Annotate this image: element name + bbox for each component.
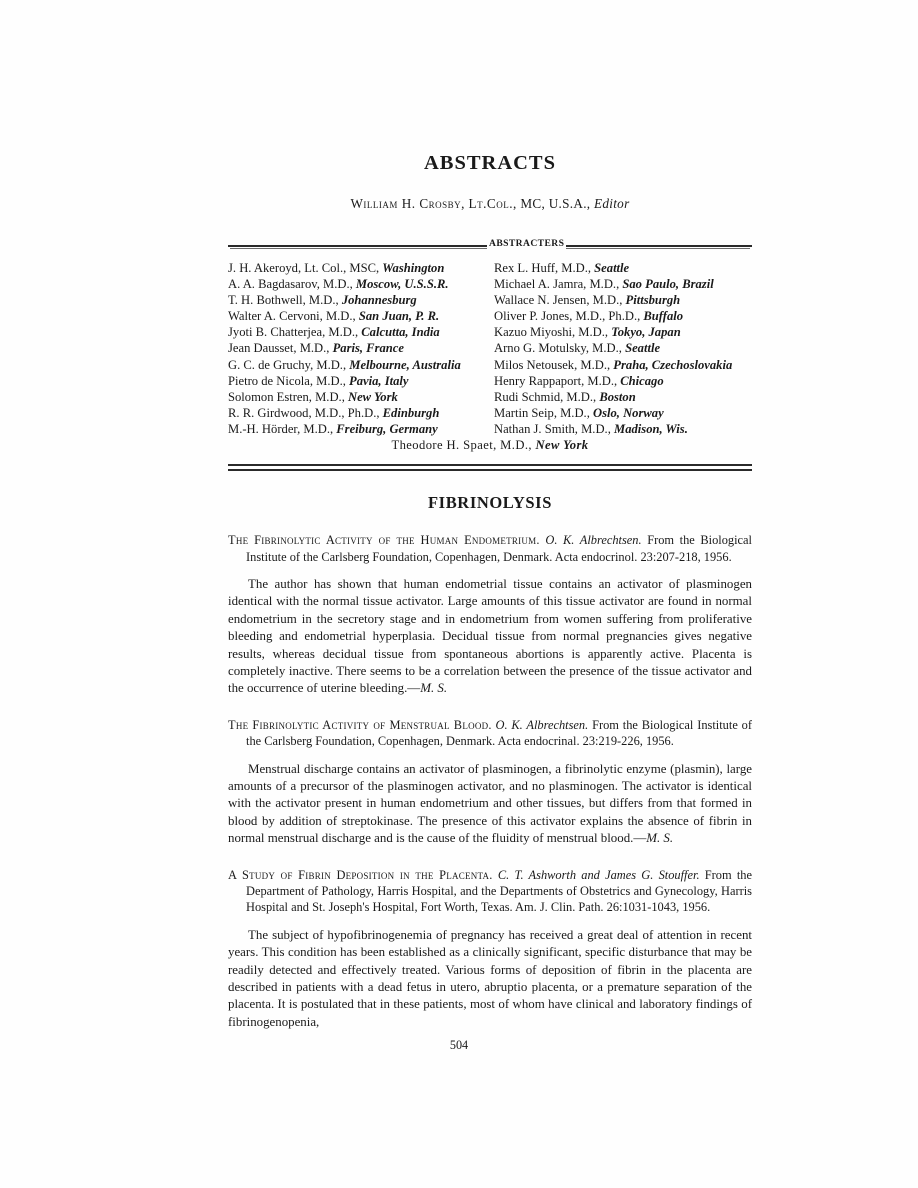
abstracter-place: Tokyo, Japan bbox=[611, 325, 681, 340]
editor-name: William H. Crosby, bbox=[350, 196, 465, 211]
abstracter-place: Melbourne, Australia bbox=[349, 357, 461, 372]
abstract-body bbox=[228, 761, 752, 848]
page-title: ABSTRACTS bbox=[423, 152, 557, 174]
abstract-entry bbox=[228, 867, 752, 1032]
abstracter-name: Michael A. Jamra, M.D., bbox=[494, 277, 623, 292]
abstracter-place: Chicago bbox=[620, 373, 664, 388]
abstract-source: From the Biological Institute of the Carlsberg Foundation, Copenhagen, Denmark. Acta endocrinol. 23:207-218, 1956. bbox=[246, 533, 753, 564]
abstracter-initials: M. S. bbox=[420, 681, 448, 696]
abstracter-name: Oliver P. Jones, M.D., Ph.D., bbox=[494, 309, 644, 324]
abstracter-name: R. R. Girdwood, M.D., Ph.D., bbox=[228, 405, 383, 420]
abstracter-name: M.-H. Hörder, M.D., bbox=[228, 421, 337, 436]
list-item bbox=[228, 389, 494, 405]
abstract-authors: C. T. Ashworth and James G. Stouffer. bbox=[492, 867, 700, 882]
section-divider bbox=[228, 464, 752, 472]
abstracter-place: Freiburg, Germany bbox=[336, 421, 438, 436]
abstract-entry bbox=[228, 717, 752, 848]
list-item bbox=[228, 340, 494, 356]
abstract-title: The Fibrinolytic Activity of the Human Endometrium. bbox=[228, 533, 540, 548]
abstracter-initials: M. S. bbox=[646, 831, 674, 846]
page-number: 504 bbox=[449, 1038, 469, 1052]
abstract-source: From the Biological Institute of the Carlsberg Foundation, Copenhagen, Denmark. Acta endocrinal. 23:219-226, 1956. bbox=[246, 717, 752, 749]
abstracter-name: Rudi Schmid, M.D., bbox=[494, 389, 600, 404]
editor-rank: Lt.Col., bbox=[468, 196, 517, 211]
abstracter-name: Nathan J. Smith, M.D., bbox=[494, 421, 614, 436]
editor-role: Editor bbox=[594, 196, 630, 211]
list-item bbox=[494, 292, 752, 308]
list-item bbox=[228, 421, 494, 437]
list-item bbox=[228, 405, 494, 421]
abstract-body-text: The author has shown that human endometrial tissue contains an activator of plasminogen identical with the normal tissue activator. Large amounts of this tissue activator are found in normal endometrium in the secretory stage and in endometrium from women suffering from proliferative bleeding and endometrial hyperplasia. Decidual tissue from normal pregnancies gives negative results, whereas decidual tissue from spontaneous abortions is apparently active. Placenta is completely inactive. There seems to be a correlation between the presence of the tissue activator and the occurrence of uterine bleeding.— bbox=[228, 576, 752, 696]
abstracter-place: New York bbox=[535, 438, 589, 453]
abstracter-place: Johannesburg bbox=[341, 293, 417, 308]
list-item bbox=[228, 308, 494, 324]
abstracter-place: Boston bbox=[599, 389, 636, 404]
abstract-source: From the Department of Pathology, Harris Hospital, and the Departments of Obstetrics and Gynecology, Harris Hospital and St. Joseph's Hospital, Fort Worth, Texas. Am. J. Clin. Path. 26:1031-1043, 1956. bbox=[246, 867, 753, 915]
abstracter-name: Wallace N. Jensen, M.D., bbox=[494, 293, 626, 308]
abstract-body bbox=[228, 927, 752, 1031]
abstracters-column-left bbox=[228, 260, 494, 437]
list-item bbox=[228, 373, 494, 389]
abstracter-place: Madison, Wis. bbox=[614, 421, 688, 436]
list-item bbox=[494, 260, 752, 276]
abstracter-place: Paris, France bbox=[332, 341, 404, 356]
abstracter-place: Seattle bbox=[594, 261, 630, 275]
abstracter-place: Washington bbox=[382, 261, 445, 275]
list-item bbox=[228, 357, 494, 373]
abstracter-place: Moscow, U.S.S.R. bbox=[355, 277, 449, 292]
abstracter-name: Theodore H. Spaet, M.D., bbox=[391, 438, 536, 453]
abstracter-place: Buffalo bbox=[643, 309, 684, 324]
abstract-citation bbox=[228, 717, 752, 750]
list-item bbox=[228, 292, 494, 308]
abstracters-divider bbox=[228, 237, 752, 251]
abstracter-name: Jyoti B. Chatterjea, M.D., bbox=[228, 325, 362, 340]
list-item bbox=[228, 260, 494, 276]
list-item bbox=[494, 357, 752, 373]
list-item bbox=[228, 276, 494, 292]
list-item bbox=[494, 389, 752, 405]
abstract-entry bbox=[228, 532, 752, 698]
abstracters-center-entry bbox=[228, 437, 752, 453]
list-item bbox=[228, 324, 494, 340]
abstracter-name: Jean Dausset, M.D., bbox=[228, 341, 333, 356]
abstracter-name: T. H. Bothwell, M.D., bbox=[228, 293, 342, 308]
abstracter-name: A. A. Bagdasarov, M.D., bbox=[228, 277, 356, 292]
abstract-body bbox=[228, 576, 752, 698]
abstracter-place: San Juan, P. R. bbox=[358, 309, 440, 324]
abstracter-name: J. H. Akeroyd, Lt. Col., MSC, bbox=[228, 261, 383, 275]
content-column bbox=[228, 0, 752, 1031]
abstracter-place: Pavia, Italy bbox=[349, 373, 409, 388]
list-item bbox=[494, 340, 752, 356]
abstracter-place: Pittsburgh bbox=[625, 293, 681, 308]
list-item bbox=[494, 373, 752, 389]
divider-line-upper bbox=[228, 464, 752, 466]
list-item bbox=[494, 324, 752, 340]
abstracter-place: Edinburgh bbox=[382, 405, 440, 420]
section-heading: FIBRINOLYSIS bbox=[428, 493, 552, 513]
abstract-citation bbox=[228, 867, 752, 916]
abstracter-name: Rex L. Huff, M.D., bbox=[494, 261, 595, 275]
abstracter-name: Arno G. Motulsky, M.D., bbox=[494, 341, 626, 356]
abstract-body-text: Menstrual discharge contains an activator of plasminogen, a fibrinolytic enzyme (plasmin), large amounts of a precursor of the plasminogen activator, and no plasminogen. The activator is identical with the activator present in human endometrium and other tissues, but differs from that formed in blood by addition of streptokinase. The presence of this activator explains the absence of fibrin in normal menstrual discharge and is the cause of the fluidity of menstrual blood.— bbox=[228, 761, 752, 846]
list-item bbox=[494, 421, 752, 437]
list-item bbox=[494, 308, 752, 324]
abstracter-place: Calcutta, India bbox=[361, 325, 440, 340]
abstracters-list bbox=[228, 260, 752, 437]
abstracters-heading: ABSTRACTERS bbox=[489, 238, 565, 249]
abstracter-name: Milos Netousek, M.D., bbox=[494, 357, 614, 372]
editor-byline bbox=[228, 196, 752, 212]
abstracter-name: Solomon Estren, M.D., bbox=[228, 389, 348, 404]
abstracter-place: Sao Paulo, Brazil bbox=[622, 277, 714, 292]
abstract-authors: O. K. Albrechtsen. bbox=[491, 717, 589, 732]
abstract-citation bbox=[228, 532, 752, 565]
abstract-title: A Study of Fibrin Deposition in the Placenta. bbox=[228, 867, 493, 882]
abstracter-place: Oslo, Norway bbox=[593, 405, 664, 420]
abstracter-name: Martin Seip, M.D., bbox=[494, 405, 593, 420]
abstracter-place: Seattle bbox=[625, 341, 661, 356]
abstracter-name: Pietro de Nicola, M.D., bbox=[228, 373, 350, 388]
divider-line-lower bbox=[228, 469, 752, 471]
abstract-title: The Fibrinolytic Activity of Menstrual Blood. bbox=[228, 717, 492, 732]
list-item bbox=[494, 405, 752, 421]
abstracter-name: G. C. de Gruchy, M.D., bbox=[228, 357, 350, 372]
abstracter-name: Walter A. Cervoni, M.D., bbox=[228, 309, 359, 324]
abstracters-column-right bbox=[494, 260, 752, 437]
abstracter-name: Kazuo Miyoshi, M.D., bbox=[494, 325, 612, 340]
editor-affiliation: MC, U.S.A., bbox=[520, 196, 591, 211]
abstracter-name: Henry Rappaport, M.D., bbox=[494, 373, 621, 388]
abstracter-place: New York bbox=[348, 389, 398, 404]
abstract-body-text: The subject of hypofibrinogenemia of pregnancy has received a great deal of attention in recent years. This condition has been established as a clinically significant, specific disturbance that may be readily detected and effectively treated. Various forms of deposition of fibrin in the placenta are described in patients with a dead fetus in utero, abruptio placenta, or a premature separation of the placenta. It is postulated that in these patients, most of whom have clinical and laboratory findings of fibrinogenopenia, bbox=[228, 927, 752, 1029]
abstract-authors: O. K. Albrechtsen. bbox=[539, 533, 642, 548]
list-item bbox=[494, 276, 752, 292]
abstracter-place: Praha, Czechoslovakia bbox=[613, 357, 733, 372]
